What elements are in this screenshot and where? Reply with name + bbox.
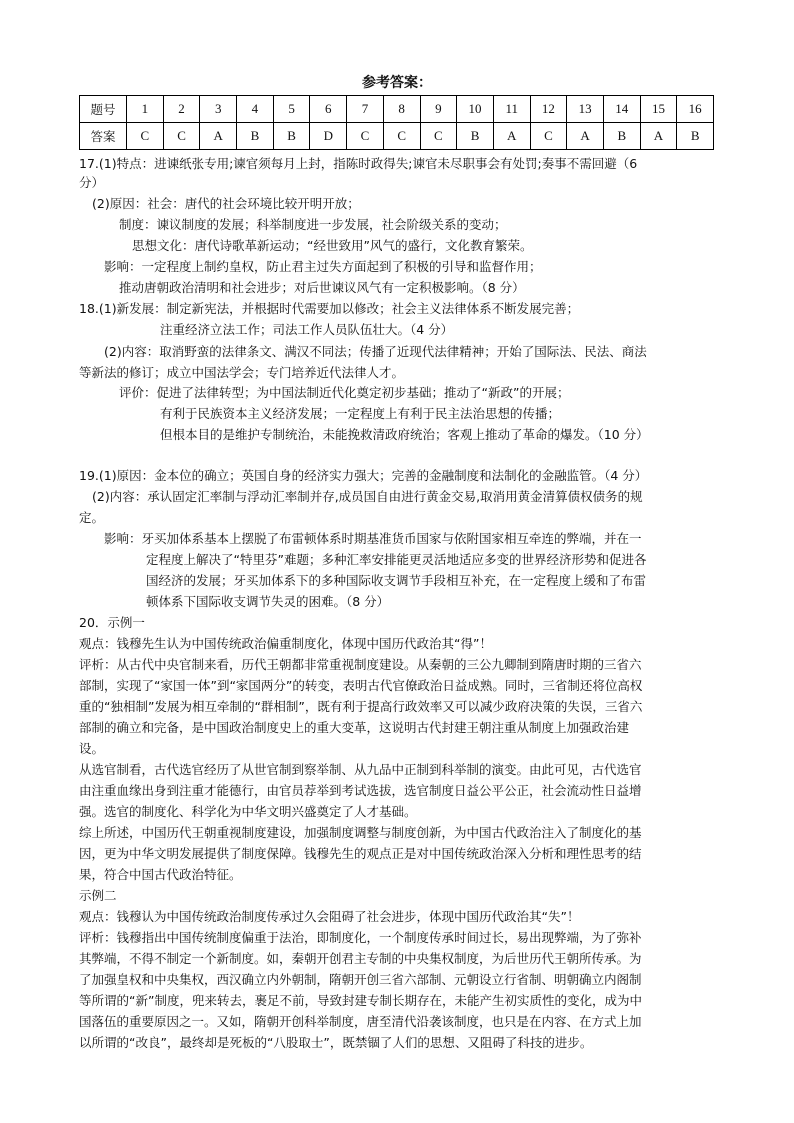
- text-line: 设。: [79, 741, 105, 756]
- text-line: 但根本目的是维护专制统治，未能挽救清政府统治；客观上推动了革命的爆发。（10 分）: [160, 427, 649, 442]
- table-cell: 4: [237, 96, 274, 123]
- table-cell: 13: [567, 96, 604, 123]
- table-cell: 5: [273, 96, 310, 123]
- text-line: 定程度上解决了“特里芬”难题；多种汇率安排能更灵活地适应多变的世界经济形势和促进各: [146, 552, 647, 567]
- table-cell: C: [347, 123, 384, 150]
- text-line: 影响：牙买加体系基本上摆脱了布雷顿体系时期基准货币国家与依附国家相互牵连的弊端，并在一: [104, 531, 642, 546]
- text-line: 20．示例一: [79, 615, 145, 630]
- text-line: (2)内容：取消野蛮的法律条文、满汉不同法；传播了近现代法律精神；开始了国际法、民法、商法: [104, 344, 647, 359]
- text-line: 评价：促进了法律转型；为中国法制近代化奠定初步基础；推动了“新政”的开展；: [119, 385, 570, 400]
- table-cell: C: [127, 123, 164, 150]
- text-line: 综上所述，中国历代王朝重视制度建设，加强制度调整与制度创新，为中国古代政治注入了制度化的基: [79, 825, 642, 840]
- table-cell: B: [677, 123, 714, 150]
- text-line: 强。选官的制度化、科学化为中华文明兴盛奠定了人才基础。: [79, 804, 417, 819]
- table-cell: C: [163, 123, 200, 150]
- table-cell: 10: [457, 96, 494, 123]
- table-cell: 6: [310, 96, 347, 123]
- page-title: 参考答案：: [362, 75, 432, 91]
- text-line: (2)内容：承认固定汇率制与浮动汇率制并存,成员国自由进行黄金交易,取消用黄金清算债权债务的规: [92, 489, 643, 504]
- table-cell: A: [640, 123, 677, 150]
- table-cell: C: [420, 123, 457, 150]
- table-cell: C: [383, 123, 420, 150]
- text-line: 等新法的修订；成立中国法学会；专门培养近代法律人才。: [79, 365, 405, 380]
- text-line: 国落伍的重要原因之一。又如，隋朝开创科举制度，唐至清代沿袭该制度，也只是在内容、在方式上加: [79, 1014, 642, 1029]
- text-line: 部制的确立和完备，是中国政治制度史上的重大变革，这说明古代封建王朝注重从制度上加强政治建: [79, 720, 630, 735]
- text-line: 因，更为中华文明发展提供了制度保障。钱穆先生的观点正是对中国传统政治深入分析和理性思考的结: [79, 846, 642, 861]
- table-cell: A: [567, 123, 604, 150]
- table-cell: A: [200, 123, 237, 150]
- table-cell: 7: [347, 96, 384, 123]
- text-line: 观点：钱穆认为中国传统政治制度传承过久会阻碍了社会进步，体现中国历代政治其“失”！: [79, 909, 580, 924]
- text-line: 影响：一定程度上制约皇权，防止君主过失方面起到了积极的引导和监督作用；: [104, 259, 542, 274]
- answer-row: [80, 123, 714, 150]
- table-cell: B: [603, 123, 640, 150]
- text-line: 推动唐朝政治清明和社会进步；对后世谏议风气有一定积极影响。（8 分）: [119, 280, 525, 295]
- text-line: 评析：从古代中央官制来看，历代王朝都非常重视制度建设。从秦朝的三公九卿制到隋唐时期的三省六: [79, 657, 642, 672]
- text-line: 国经济的发展；牙买加体系下的多种国际收支调节手段相互补充，在一定程度上缓和了布雷: [146, 573, 647, 588]
- text-line: 观点：钱穆先生认为中国传统政治偏重制度化，体现中国历代政治其“得”！: [79, 636, 492, 651]
- table-cell: 16: [677, 96, 714, 123]
- table-cell: 12: [530, 96, 567, 123]
- text-line: 注重经济立法工作；司法工作人员队伍壮大。（4 分）: [160, 322, 454, 337]
- text-line: 以所谓的“改良”，最终却是死板的“八股取士”，既禁锢了人们的思想、又阻碍了科技的进步。: [79, 1035, 593, 1050]
- text-line: 示例二: [79, 888, 117, 903]
- text-line: 制度：谏议制度的发展；科举制度进一步发展，社会阶级关系的变动；: [119, 217, 507, 232]
- text-line: 从选官制看，古代选官经历了从世官制到察举制、从九品中正制到科举制的演变。由此可见，古代选官: [79, 762, 642, 777]
- table-cell: 14: [603, 96, 640, 123]
- table-cell: 11: [493, 96, 530, 123]
- text-line: 有利于民族资本主义经济发展；一定程度上有利于民主法治思想的传播；: [160, 406, 561, 421]
- text-line: (2)原因：社会：唐代的社会环境比较开明开放；: [92, 196, 360, 211]
- table-cell: B: [273, 123, 310, 150]
- table-cell: 9: [420, 96, 457, 123]
- answer-key-table: [79, 95, 714, 150]
- text-line: 了加强皇权和中央集权，西汉确立内外朝制，隋朝开创三省六部制、元朝设立行省制、明朝确立内阁制: [79, 972, 642, 987]
- table-cell: 3: [200, 96, 237, 123]
- table-cell: 2: [163, 96, 200, 123]
- text-line: 思想文化：唐代诗歌革新运动；“经世致用”风气的盛行，文化教育繁荣。: [132, 238, 533, 253]
- row-label: 答案: [80, 123, 127, 150]
- table-cell: C: [530, 123, 567, 150]
- text-line: 部制，实现了“家国一体”到“家国两分”的转变，表明古代官僚政治日益成熟。同时，三省制还将位高权: [79, 678, 643, 693]
- text-line: 其弊端，不得不制定一个新制度。如，秦朝开创君主专制的中央集权制度，为后世历代王朝所传承。为: [79, 951, 642, 966]
- row-label: 题号: [80, 96, 127, 123]
- text-line: 等所谓的“新”制度，兜来转去，裹足不前，导致封建专制长期存在，未能产生初实质性的变化，成为中: [79, 993, 642, 1008]
- text-line: 定。: [79, 510, 105, 525]
- text-line: 果，符合中国古代政治特征。: [79, 867, 242, 882]
- text-line: 19.(1)原因：金本位的确立；英国自身的经济实力强大；完善的金融制度和法制化的金融监管。（4 分）: [79, 468, 648, 483]
- text-line: 分）: [79, 175, 105, 190]
- text-line: 17.(1)特点：进谏纸张专用;谏官须每月上封，指陈时政得失;谏官未尽职事会有处罚;奏事不需回避（6: [79, 156, 638, 171]
- table-cell: B: [457, 123, 494, 150]
- question-number-row: [80, 96, 714, 123]
- table-cell: 1: [127, 96, 164, 123]
- table-cell: B: [237, 123, 274, 150]
- text-line: 18.(1)新发展：制定新宪法，并根据时代需要加以修改；社会主义法律体系不断发展完善；: [79, 301, 580, 316]
- text-line: 评析：钱穆指出中国传统制度偏重于法治，即制度化，一个制度传承时间过长，易出现弊端，为了弥补: [79, 930, 642, 945]
- table-cell: 15: [640, 96, 677, 123]
- text-line: 由注重血缘出身到注重才能德行，由官员荐举到考试选拔，选官制度日益公平公正，社会流动性日益增: [79, 783, 642, 798]
- text-line: 顿体系下国际收支调节失灵的困难。（8 分）: [146, 594, 390, 609]
- text-line: 重的“独相制”发展为相互牵制的“群相制”，既有利于提高行政效率又可以减少政府决策的失误，三省六: [79, 699, 643, 714]
- table-cell: A: [493, 123, 530, 150]
- table-cell: 8: [383, 96, 420, 123]
- table-cell: D: [310, 123, 347, 150]
